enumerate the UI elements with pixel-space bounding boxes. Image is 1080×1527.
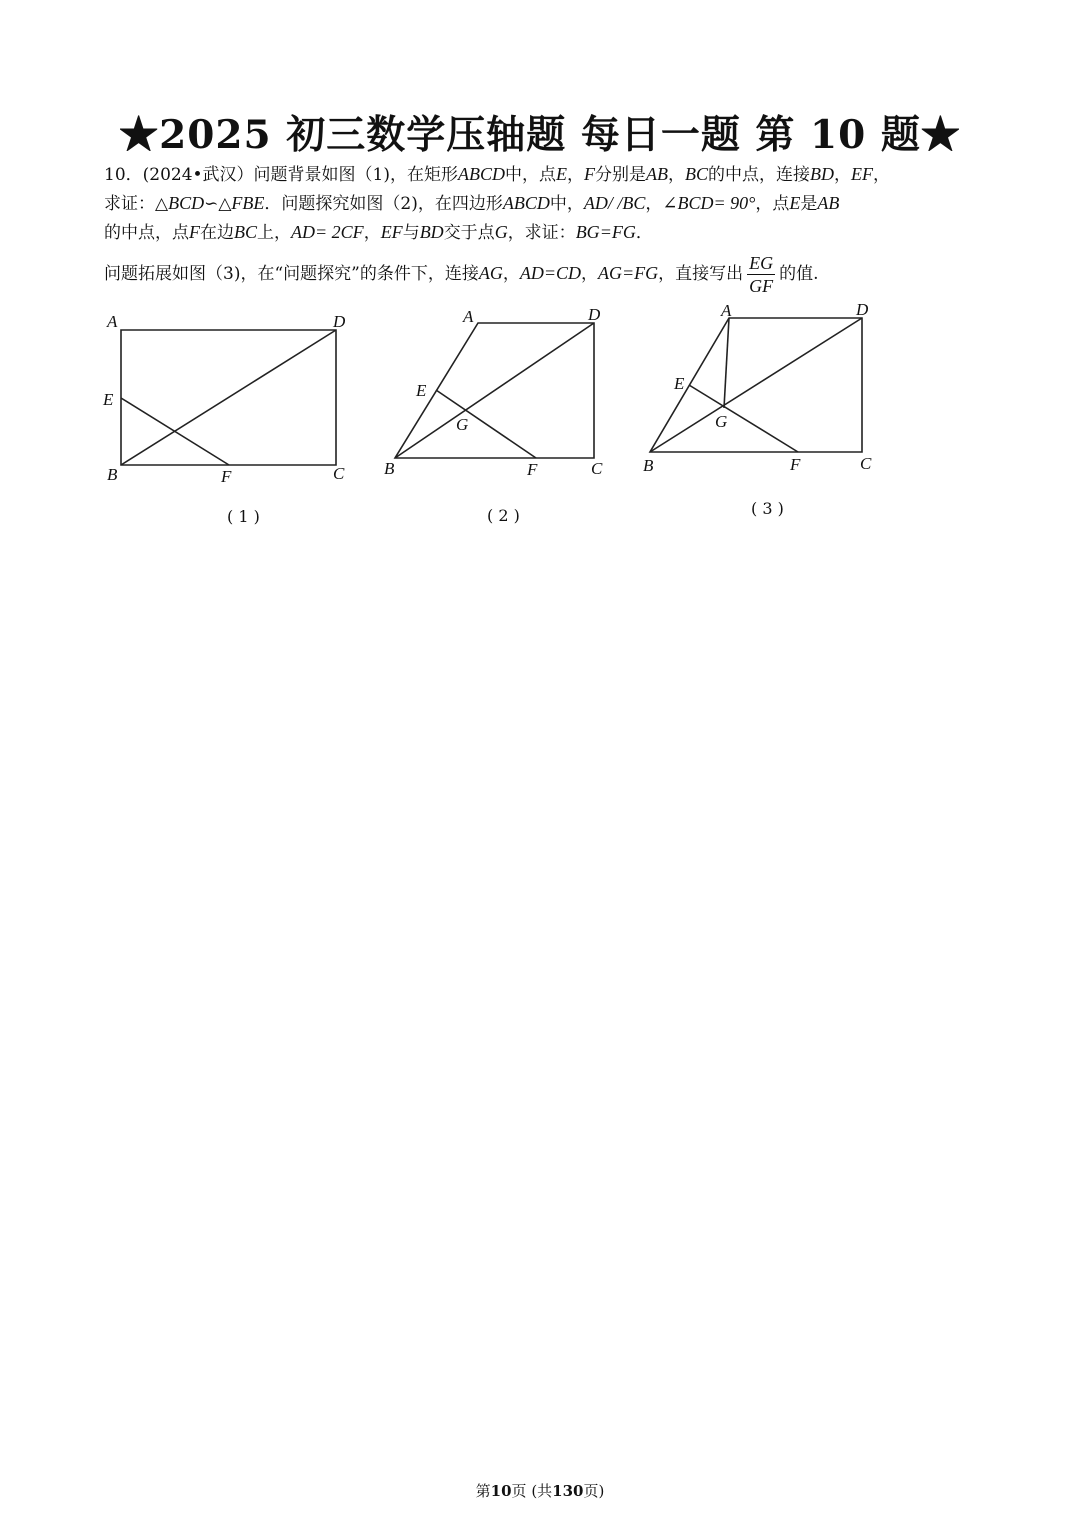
label-e: E (103, 390, 114, 409)
math: = 90° (713, 193, 756, 213)
text: ， (581, 264, 599, 284)
math: F (189, 222, 200, 242)
math: G (494, 222, 508, 242)
math: EF (851, 164, 874, 184)
label-a-2: A (463, 307, 474, 326)
math: / / (607, 193, 623, 213)
text: ， (645, 194, 663, 214)
text: 中， (549, 194, 584, 214)
page-number: 10 (490, 1482, 512, 1500)
fraction-numerator: EG (749, 253, 774, 273)
label-f-3: F (790, 455, 801, 474)
math: = (599, 222, 612, 242)
text: 的中点，连接 (708, 165, 811, 185)
math: ABCD (458, 164, 506, 184)
text: ， (668, 165, 686, 185)
text: ， (502, 264, 520, 284)
figure-1-caption: ( 1 ) (227, 507, 260, 526)
math: BD (419, 222, 444, 242)
text: 10．(2024•武汉）问题背景如图（1)，在矩形 (104, 165, 459, 185)
text: 与 (402, 223, 420, 243)
label-e-3: E (674, 374, 685, 393)
math: AD (519, 263, 544, 283)
total-pages: 130 (552, 1482, 584, 1500)
math: F (584, 164, 596, 184)
math: BC (234, 222, 258, 242)
label-b: B (107, 465, 118, 484)
segment-bd (121, 330, 336, 465)
text: ， (567, 165, 585, 185)
math: = 2 (315, 222, 341, 242)
text: ，求证： (507, 223, 576, 243)
math: FG (634, 263, 659, 283)
math: CD (556, 263, 582, 283)
segment-ag-3 (724, 318, 729, 408)
text: ∽△ (204, 194, 232, 214)
page-title: ★2025 初三数学压轴题 每日一题 第 10 题★ (119, 112, 961, 158)
math: AB (817, 193, 840, 213)
math: BC (685, 164, 709, 184)
text: 第 (475, 1482, 491, 1500)
math: = (543, 263, 556, 283)
math: AD (291, 222, 316, 242)
figure-3-caption: ( 3 ) (751, 499, 784, 518)
label-a: A (107, 312, 118, 331)
text: ．问题探究如图（2)，在四边形 (264, 194, 503, 214)
math: = (622, 263, 635, 283)
label-f-2: F (527, 460, 538, 479)
label-c: C (333, 464, 345, 483)
text: 页 (共 (511, 1482, 553, 1500)
figure-2-caption: ( 2 ) (487, 506, 520, 525)
label-e-2: E (416, 381, 427, 400)
text: ， (834, 165, 852, 185)
math: BCD (168, 193, 205, 213)
label-d-3: D (856, 300, 869, 319)
math: FG (611, 222, 636, 242)
text: 页) (583, 1482, 605, 1500)
math: BG (575, 222, 600, 242)
math: AG (478, 263, 503, 283)
math: E (556, 164, 568, 184)
math: ABCD (502, 193, 550, 213)
text: 问题拓展如图（3)，在“问题探究”的条件下，连接 (104, 264, 479, 284)
math: ∠BCD (662, 193, 714, 213)
label-d-2: D (588, 305, 601, 324)
text: ，直接写出 (658, 264, 744, 284)
label-c-2: C (591, 459, 603, 478)
text: 求证：△ (104, 194, 169, 214)
math: FBE (231, 193, 265, 213)
math: BC (622, 193, 646, 213)
fraction-denominator: GF (749, 276, 774, 296)
text: 分别是 (595, 165, 647, 185)
math: AD (583, 193, 608, 213)
label-g-2: G (456, 415, 469, 434)
label-b-3: B (643, 456, 654, 475)
math: BD (810, 164, 835, 184)
segment-ef-3 (689, 385, 798, 452)
label-a-3: A (721, 301, 732, 320)
label-f: F (221, 467, 232, 486)
text: 上， (257, 223, 292, 243)
math: AG (598, 263, 623, 283)
label-d: D (333, 312, 346, 331)
math: AB (646, 164, 669, 184)
math: CF (340, 222, 364, 242)
text: 是 (800, 194, 818, 214)
text: ． (635, 223, 653, 243)
math: EF (380, 222, 403, 242)
text: 交于点 (443, 223, 495, 243)
math: E (789, 193, 801, 213)
figure-1 (0, 0, 1080, 600)
text: 的值. (779, 264, 819, 284)
text: ，点 (755, 194, 790, 214)
text: 的中点，点 (104, 223, 189, 243)
label-g-3: G (715, 412, 728, 431)
page-footer (0, 1480, 1080, 1501)
text: 中，点 (505, 165, 557, 185)
label-c-3: C (860, 454, 872, 473)
text: ， (363, 223, 381, 243)
text: ， (873, 165, 891, 185)
label-b-2: B (384, 459, 395, 478)
text: 在边 (200, 223, 234, 243)
segment-ef-2 (436, 390, 536, 458)
